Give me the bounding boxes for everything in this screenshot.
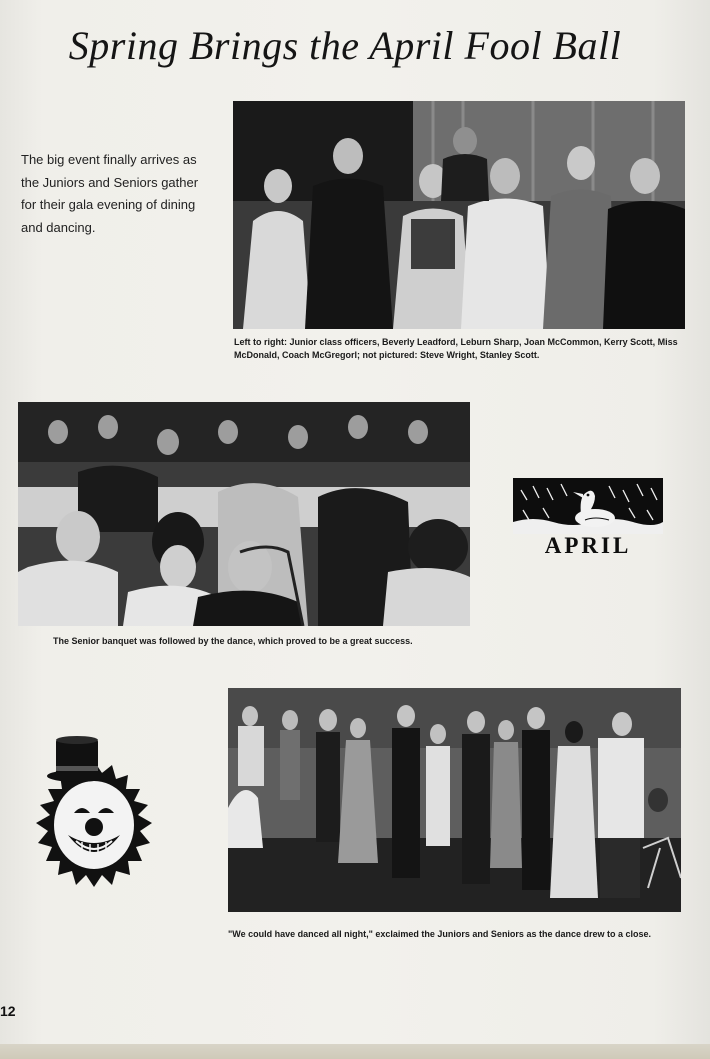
page-edge: [0, 1044, 710, 1059]
page-number: 12: [0, 1003, 16, 1019]
intro-paragraph: The big event finally arrives as the Juniors and Seniors gather for their gala evening of dining and dancing.: [21, 152, 199, 235]
dance-caption: "We could have danced all night," exclaimed the Juniors and Seniors as the dance drew to a close.: [228, 929, 651, 939]
dance-photo: [228, 688, 681, 912]
duck-icon: [513, 478, 663, 534]
clown-graphic: [28, 730, 163, 890]
clown-icon: [28, 730, 163, 890]
banquet-caption: The Senior banquet was followed by the dance, which proved to be a great success.: [53, 636, 413, 646]
page-title: Spring Brings the April Fool Ball: [68, 23, 622, 68]
officers-photo: [233, 101, 685, 329]
april-wordmark: APRIL: [544, 533, 632, 558]
officers-caption: Left to right: Junior class officers, Beverly Leadford, Leburn Sharp, Joan McCommon, Kerry Scott, Miss McDonald, Coach McGregorl; not pictured: Steve Wright, Stanley Scott.: [234, 337, 678, 360]
banquet-photo: [18, 402, 470, 626]
